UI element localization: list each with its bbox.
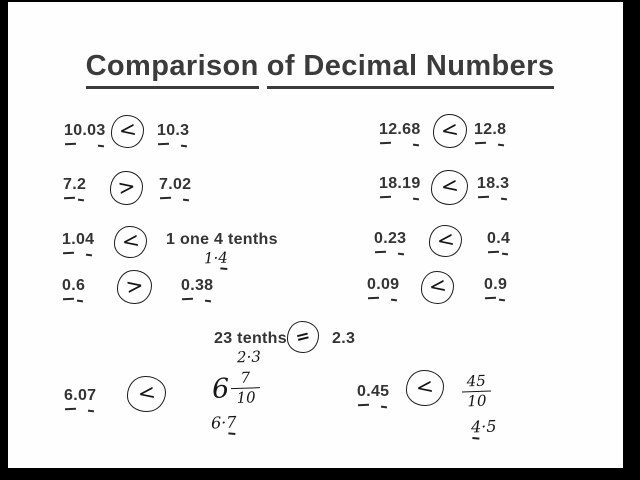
page-title-word1: Comparison: [86, 50, 259, 89]
comparison-11-left-value: 0.45: [357, 383, 390, 400]
comparison-9-handwritten-answer: 2·3: [236, 347, 262, 367]
less-than-symbol: <: [414, 373, 436, 400]
fraction-denominator: 10: [231, 387, 261, 407]
less-than-symbol: <: [438, 172, 460, 200]
fraction-whole-number: 6: [211, 372, 230, 405]
comparison-7-left-value: 0.6: [62, 277, 86, 294]
fraction-numerator: 45: [466, 371, 487, 391]
comparison-3-left-value: 7.2: [63, 176, 87, 193]
comparison-10-left-value: 6.07: [64, 387, 97, 404]
comparison-7-right-value: 0.38: [181, 277, 214, 294]
comparison-6-left-value: 0.23: [374, 230, 407, 247]
less-than-symbol: <: [434, 226, 456, 253]
comparison-4-left-value: 18.19: [379, 175, 421, 192]
page-title: [0, 50, 640, 89]
comparison-8-right-value: 0.9: [484, 276, 508, 293]
comparison-4-right-value: 18.3: [477, 175, 510, 192]
comparison-5-left-value: 1.04: [62, 231, 95, 248]
comparison-6-circle: [429, 225, 462, 257]
comparison-9-circle: [287, 321, 319, 353]
comparison-2-left-value: 12.68: [379, 121, 421, 138]
comparison-5-circle: [114, 226, 147, 258]
fraction-denominator: 10: [462, 390, 492, 410]
comparison-9-left-value: 23 tenths: [214, 330, 287, 347]
greater-than-symbol: >: [115, 173, 137, 200]
page-title-rest: of Decimal Numbers: [267, 50, 555, 89]
less-than-symbol: <: [439, 116, 461, 143]
comparison-11-right-fraction: [461, 373, 491, 410]
less-than-symbol: <: [135, 379, 157, 406]
less-than-symbol: <: [119, 227, 141, 254]
fraction-stack: [231, 369, 261, 406]
less-than-symbol: <: [116, 116, 138, 144]
comparison-2-right-value: 12.8: [474, 121, 507, 138]
comparison-8-left-value: 0.09: [367, 276, 400, 293]
comparison-2-circle: [433, 114, 467, 148]
comparison-3-right-value: 7.02: [159, 176, 192, 193]
greater-than-symbol: >: [123, 272, 145, 299]
comparison-6-right-value: 0.4: [487, 230, 511, 247]
comparison-1-right-value: 10.3: [157, 122, 190, 139]
comparison-10-handwritten-answer: 6·7: [210, 412, 237, 433]
equals-symbol: =: [293, 325, 313, 348]
comparison-11-handwritten-answer: 4·5: [470, 416, 497, 437]
less-than-symbol: <: [426, 272, 448, 300]
fraction-stack: [461, 373, 491, 410]
comparison-5-right-value: 1 one 4 tenths: [166, 231, 278, 248]
comparison-10-right-fraction: [211, 369, 261, 407]
comparison-5-handwritten-answer: 1·4: [203, 248, 229, 268]
fraction-numerator: 7: [240, 368, 251, 387]
comparison-9-right-value: 2.3: [332, 330, 356, 347]
comparison-1-left-value: 10.03: [64, 122, 106, 139]
